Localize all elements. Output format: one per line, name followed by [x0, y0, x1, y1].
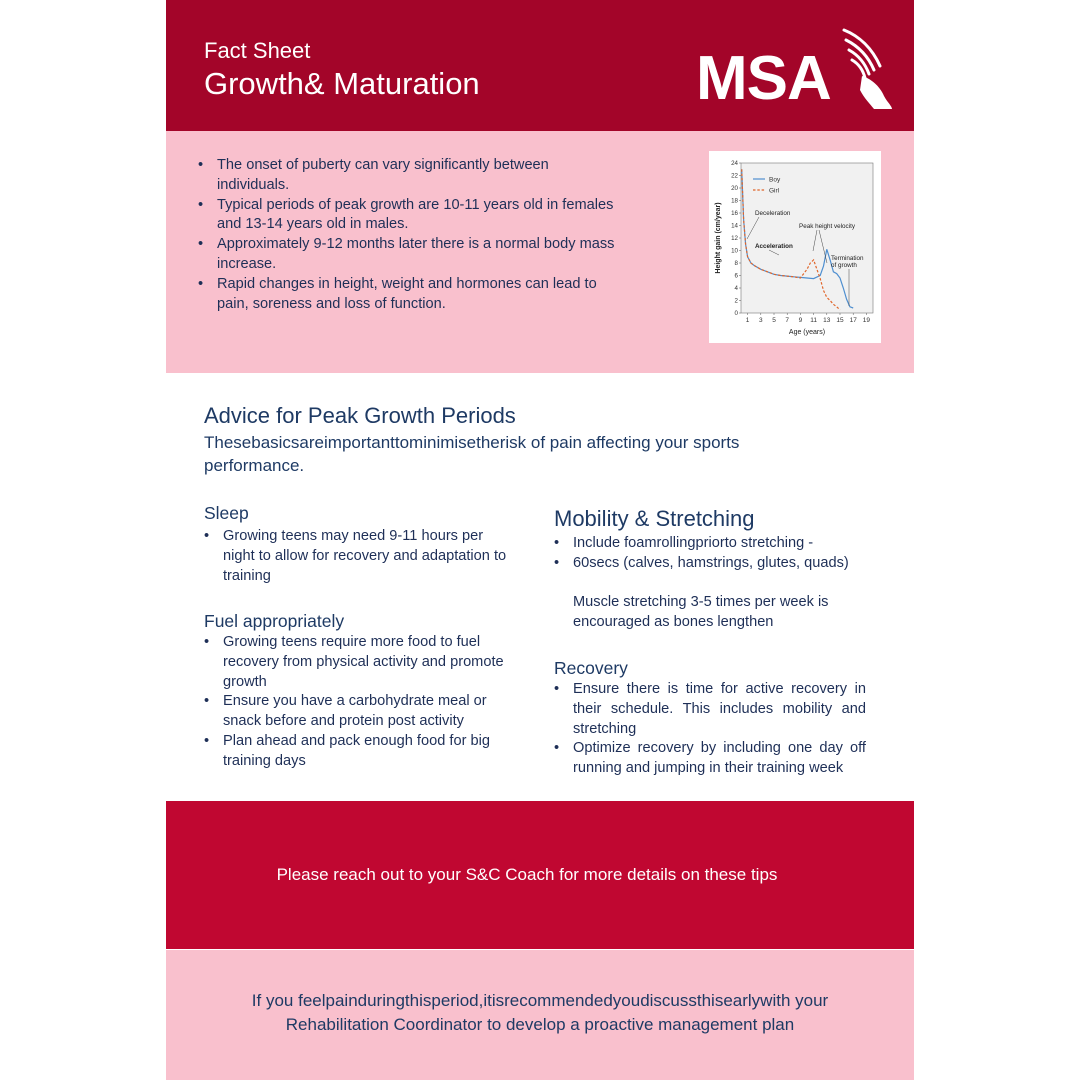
y-tick-label: 14 — [731, 222, 738, 230]
list-item: • The onset of puberty can vary significantly between individuals. — [198, 156, 618, 196]
header-kicker: Fact Sheet — [204, 38, 311, 63]
x-tick-label: 13 — [823, 317, 831, 324]
list-item: • 60secs (calves, hamstrings, glutes, quads) — [554, 554, 854, 574]
y-tick-label: 6 — [734, 272, 738, 280]
chart-canvas — [709, 151, 881, 343]
list-item: • Rapid changes in height, weight and hormones can lead to pain, soreness and loss of function. — [198, 275, 618, 315]
y-tick-label: 22 — [731, 172, 738, 180]
mobility-bullets — [554, 534, 854, 574]
x-tick-label: 7 — [785, 317, 790, 324]
x-tick-label: 15 — [836, 317, 844, 324]
x-tick-label: 3 — [758, 317, 763, 324]
recovery-heading: Recovery — [554, 658, 628, 678]
list-item: • Approximately 9-12 months later there is a normal body mass increase. — [198, 235, 618, 275]
y-tick-label: 2 — [734, 297, 738, 305]
x-tick-label: 1 — [745, 317, 750, 324]
list-item: • Ensure you have a carbohydrate meal or snack before and protein post activity — [204, 692, 516, 732]
x-axis-label: Age (years) — [788, 329, 826, 336]
chart-annotation: Peak height velocity — [799, 223, 856, 230]
list-item: • Growing teens require more food to fuel recovery from physical activity and promote growth — [204, 633, 516, 692]
advice-title: Advice for Peak Growth Periods — [204, 403, 516, 428]
list-item: • Optimize recovery by including one day off running and jumping in their training week — [554, 739, 866, 779]
sleep-heading: Sleep — [204, 503, 249, 523]
y-tick-label: 0 — [734, 310, 738, 318]
chart-annotation: Termination — [831, 255, 864, 262]
chart-annotation: Acceleration — [755, 243, 793, 250]
footer-line-1: If you feelpainduringthisperiod,itisrecommendedyoudiscussthisearlywith your — [251, 991, 829, 1010]
chart-annotation: of growth — [831, 262, 857, 269]
mobility-note: Muscle stretching 3-5 times per week is encouraged as bones lengthen — [573, 594, 829, 630]
fact-sheet — [166, 0, 914, 1080]
x-tick-label: 17 — [849, 317, 857, 324]
y-tick-label: 12 — [731, 235, 738, 243]
y-tick-label: 20 — [731, 185, 738, 193]
footer-note — [166, 950, 914, 1080]
logo-text: MSA — [696, 44, 831, 113]
coach-banner-text: Please reach out to your S&C Coach for more details on these tips — [276, 865, 778, 884]
y-tick-label: 18 — [731, 197, 738, 205]
header-banner — [166, 0, 914, 131]
mobility-heading: Mobility & Stretching — [554, 506, 755, 531]
y-tick-label: 8 — [734, 260, 738, 268]
x-tick-label: 5 — [772, 317, 776, 324]
x-tick-label: 19 — [862, 317, 871, 324]
y-axis-label: Height gain (cm/year) — [715, 202, 722, 274]
legend-label: Boy — [769, 176, 781, 184]
recovery-bullets — [554, 680, 866, 779]
footer-text — [166, 989, 914, 1036]
list-item: • Include foamrollingpriorto stretching - — [554, 534, 854, 554]
footer-line-2: Rehabilitation Coordinator to develop a proactive management plan — [285, 1014, 795, 1034]
list-item: • Plan ahead and pack enough food for big training days — [204, 732, 516, 772]
advice-subtitle: Thesebasicsareimportanttominimisetherisk of pain affecting your sports performance. — [204, 433, 740, 475]
list-item: • Ensure there is time for active recovery in their schedule. This includes mobility and stretching — [554, 680, 866, 739]
x-tick-label: 9 — [798, 317, 803, 324]
y-tick-label: 4 — [734, 285, 738, 293]
y-tick-label: 16 — [731, 210, 738, 218]
x-tick-label: 11 — [810, 317, 817, 324]
fuel-bullets — [204, 633, 516, 772]
list-item: • Growing teens may need 9-11 hours per night to allow for recovery and adaptation to training — [204, 527, 514, 586]
winged-foot-icon — [694, 14, 899, 114]
y-tick-label: 24 — [731, 160, 738, 168]
page-title: Growth& Maturation — [204, 66, 480, 101]
plot-area — [741, 163, 873, 313]
legend-label: Girl — [769, 187, 780, 195]
intro-section — [166, 131, 914, 373]
chart-annotation: Deceleration — [755, 210, 791, 217]
fuel-heading: Fuel appropriately — [204, 611, 345, 631]
intro-bullets — [198, 156, 618, 314]
growth-velocity-chart — [709, 151, 881, 343]
y-tick-label: 10 — [731, 247, 738, 255]
list-item: • Typical periods of peak growth are 10-11 years old in females and 13-14 years old in males. — [198, 196, 618, 236]
sleep-bullets — [204, 527, 514, 586]
msa-logo — [694, 14, 899, 114]
